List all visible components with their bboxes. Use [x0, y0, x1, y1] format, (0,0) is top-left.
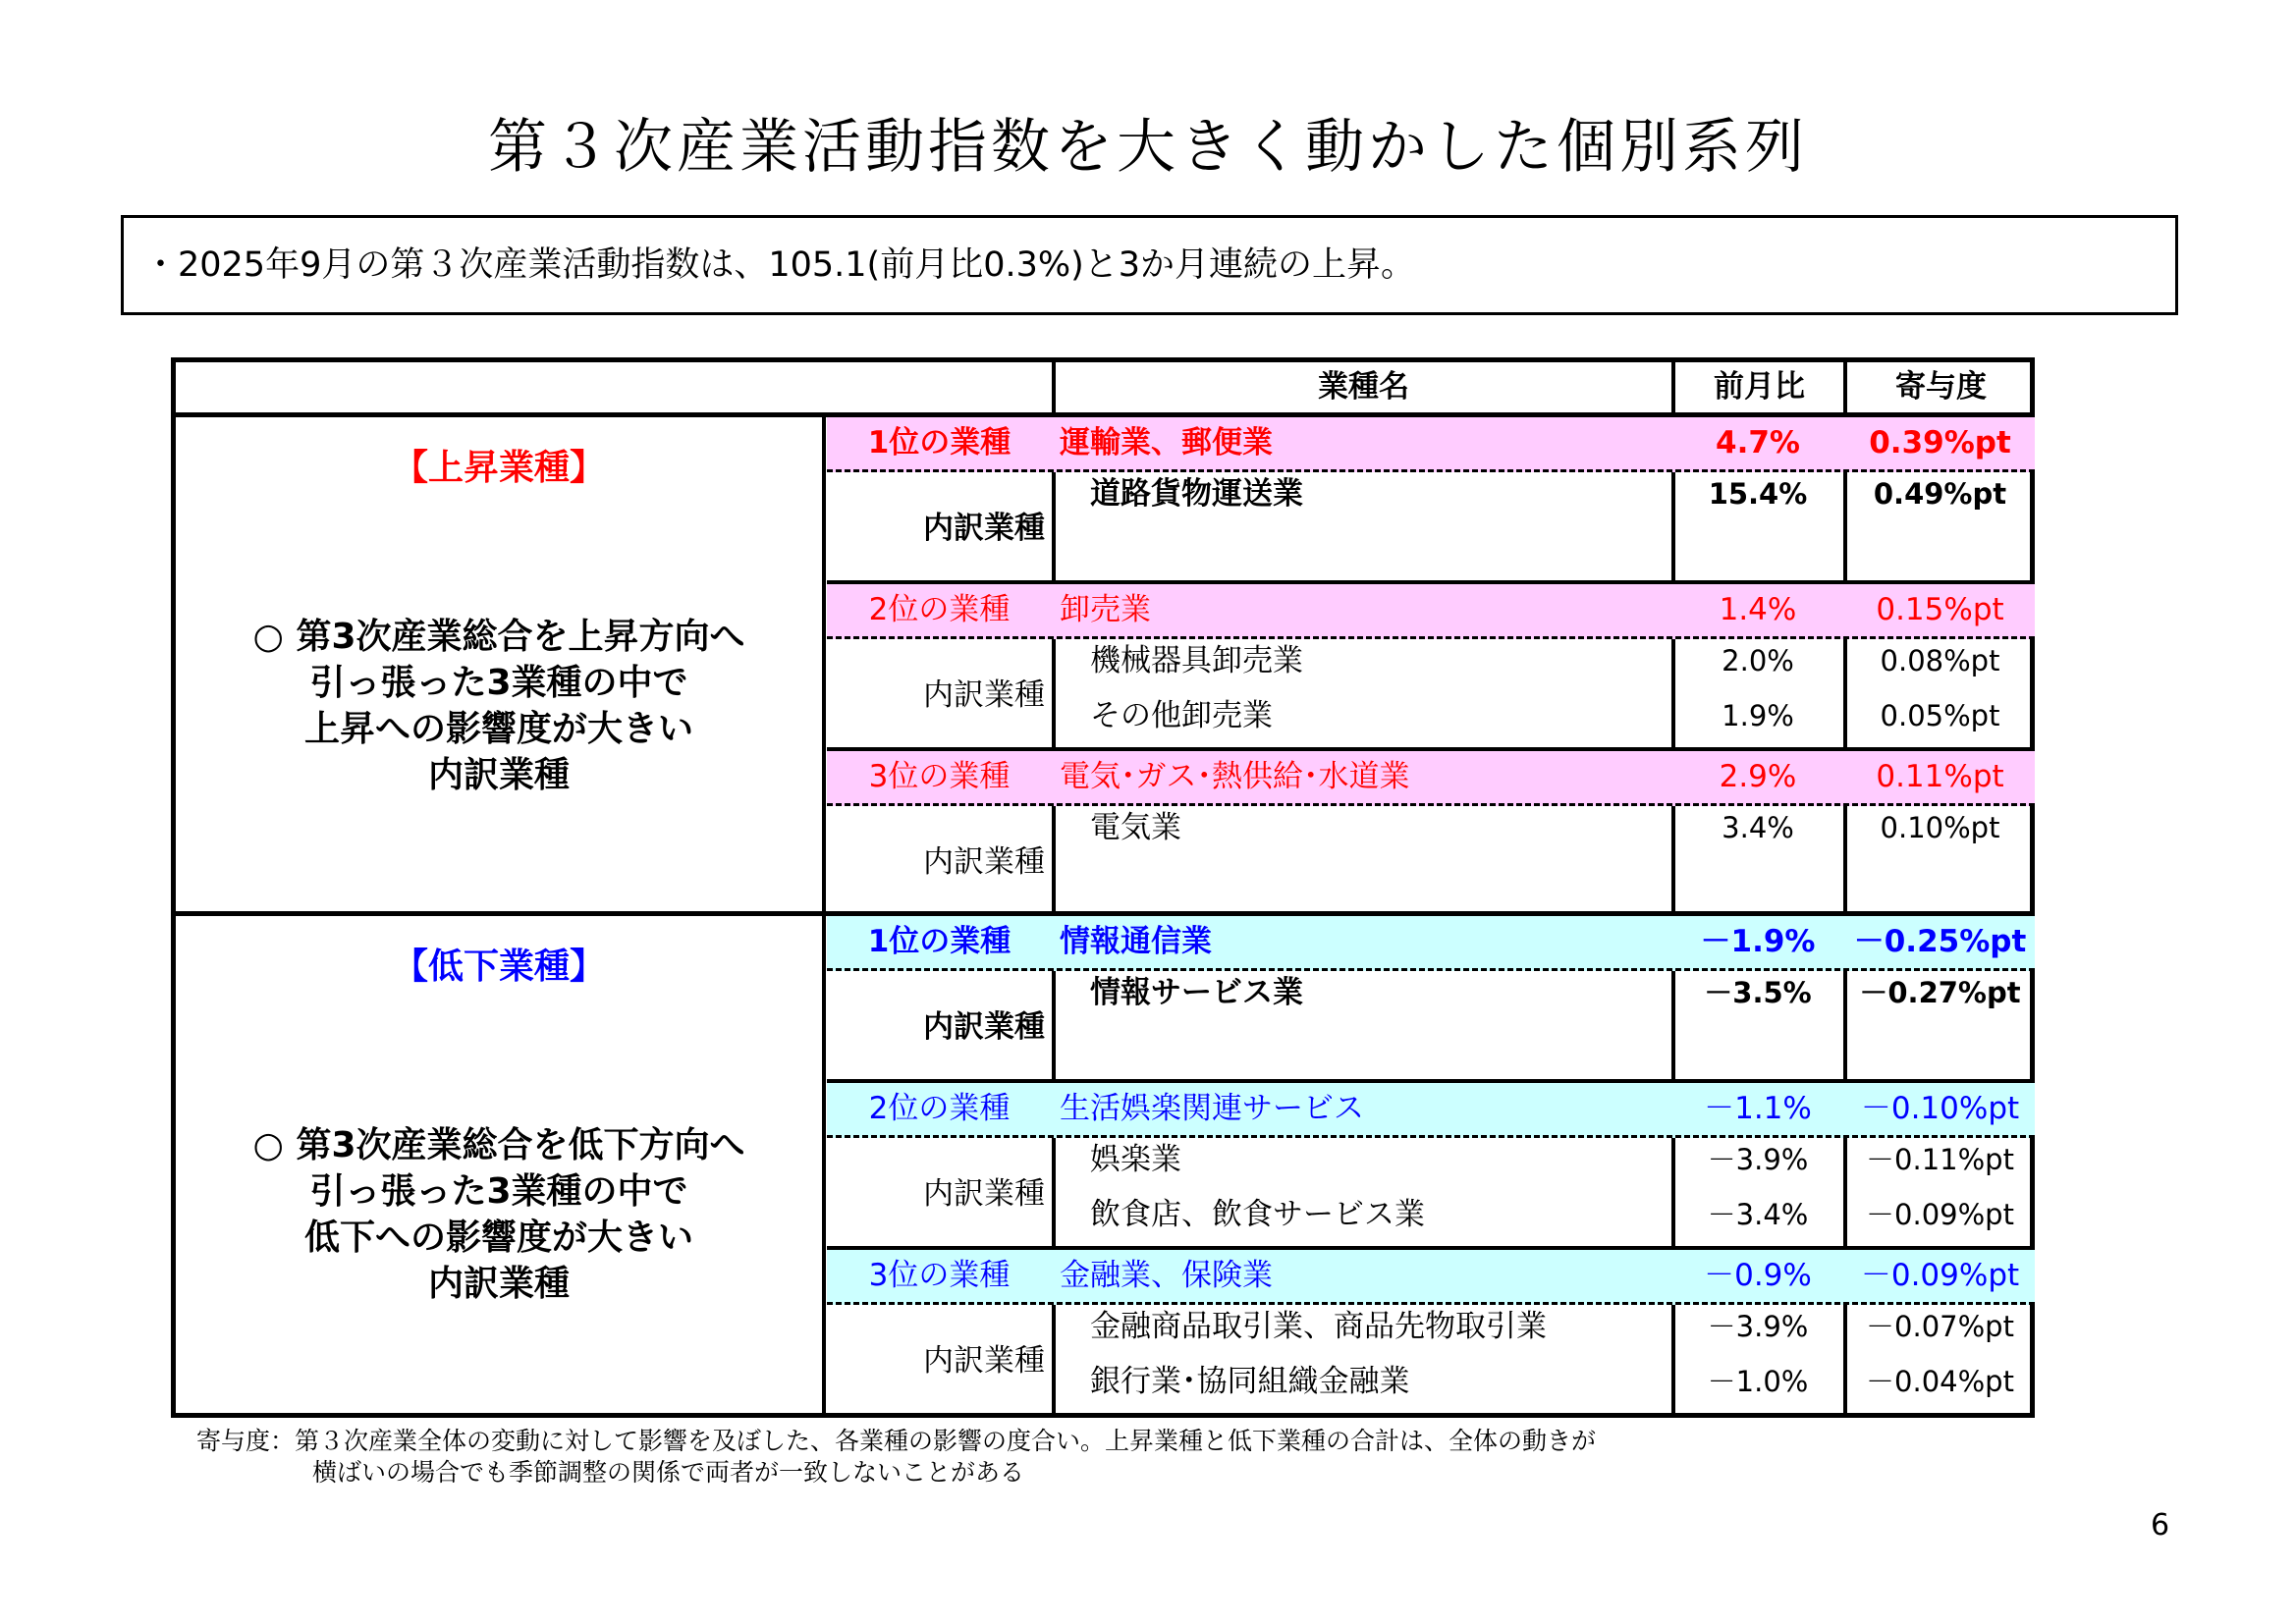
breakdown-name: 電気業 [1090, 810, 1181, 845]
page-title: 第３次産業活動指数を大きく動かした個別系列 [488, 113, 1808, 182]
rise-desc-line: 内訳業種 [427, 755, 570, 795]
fall-rank-1-block [827, 916, 2035, 1083]
breakdown-name: 娯楽業 [1090, 1142, 1181, 1177]
industry-name: 卸売業 [1060, 592, 1151, 627]
breakdown-mom: －1.0% [1707, 1365, 1809, 1398]
breakdown-contribution: －0.11%pt [1866, 1143, 2014, 1176]
rise-label: 【上昇業種】 [392, 448, 605, 488]
rise-section [176, 417, 2030, 916]
industry-name: 運輸業、郵便業 [1060, 425, 1273, 460]
breakdown-contribution: －0.04%pt [1866, 1365, 2014, 1398]
fall-desc-line: 引っ張った3業種の中で [309, 1171, 688, 1212]
breakdown-name: 道路貨物運送業 [1090, 476, 1303, 512]
rise-rank-1-block [827, 417, 2035, 584]
contribution-value: －0.25%pt [1853, 924, 2027, 959]
breakdown-label: 内訳業種 [923, 844, 1045, 880]
rise-rank-2-block [827, 584, 2035, 751]
breakdown-contribution: －0.07%pt [1866, 1310, 2014, 1343]
header-blank [176, 362, 822, 412]
contribution-table [171, 357, 2035, 1418]
breakdown-row [827, 808, 2035, 847]
breakdown-row [827, 1307, 2035, 1346]
breakdown-name: 銀行業･協同組織金融業 [1090, 1364, 1410, 1399]
rank-row [827, 417, 2035, 472]
breakdown-row [827, 474, 2035, 514]
rank-row [827, 1083, 2035, 1138]
breakdown-name: 金融商品取引業、商品先物取引業 [1090, 1309, 1547, 1344]
breakdown-label: 内訳業種 [923, 511, 1045, 546]
breakdown [827, 639, 2035, 751]
rise-description [176, 614, 822, 798]
summary-text: ・2025年9月の第３次産業活動指数は、105.1(前月比0.3%)と3か月連続の上昇。 [143, 245, 1416, 285]
breakdown-contribution: －0.27%pt [1859, 976, 2021, 1009]
rise-panel [176, 417, 822, 911]
rank-label: 2位の業種 [868, 1091, 1011, 1126]
header-contribution: 寄与度 [1895, 369, 1987, 405]
rise-rank-3-block [827, 751, 2035, 918]
mom-value: －1.9% [1700, 924, 1816, 959]
rank-label: 1位の業種 [867, 924, 1011, 959]
contribution-value: 0.39%pt [1869, 425, 2011, 460]
contribution-value: －0.10%pt [1860, 1091, 2020, 1126]
breakdown-contribution: 0.49%pt [1873, 477, 2007, 511]
fall-section [176, 916, 2030, 1413]
breakdown-row [827, 1195, 2035, 1234]
contribution-value: 0.15%pt [1876, 592, 2004, 627]
contribution-value: 0.11%pt [1876, 759, 2004, 794]
mom-value: 1.4% [1719, 592, 1797, 627]
mom-value: 4.7% [1716, 425, 1800, 460]
rise-desc-line: 上昇への影響度が大きい [303, 709, 693, 749]
breakdown-mom: 15.4% [1708, 477, 1808, 511]
breakdown-label: 内訳業種 [923, 1176, 1045, 1212]
breakdown-mom: 3.4% [1722, 811, 1794, 844]
breakdown-name: 機械器具卸売業 [1090, 643, 1303, 678]
rank-label: 2位の業種 [868, 592, 1011, 627]
breakdown-row [827, 1362, 2035, 1401]
breakdown-label: 内訳業種 [923, 1343, 1045, 1379]
breakdown-contribution: 0.10%pt [1880, 811, 2000, 844]
rank-row [827, 751, 2035, 806]
header-mom: 前月比 [1714, 369, 1805, 405]
fall-desc-line: 低下への影響度が大きい [303, 1218, 693, 1258]
rank-label: 3位の業種 [868, 1258, 1011, 1293]
rank-label: 3位の業種 [868, 759, 1011, 794]
fall-label: 【低下業種】 [392, 947, 605, 987]
breakdown-name: 情報サービス業 [1090, 975, 1303, 1010]
mom-value: －1.1% [1704, 1091, 1812, 1126]
fall-desc-line: ○ 第3次産業総合を低下方向へ [252, 1125, 745, 1165]
breakdown-label: 内訳業種 [923, 1009, 1045, 1045]
rise-desc-line: 引っ張った3業種の中で [309, 663, 688, 703]
fall-panel [176, 916, 822, 1413]
breakdown [827, 971, 2035, 1083]
breakdown-mom: －3.9% [1707, 1143, 1809, 1176]
breakdown-contribution: 0.08%pt [1880, 644, 2000, 677]
header-industry-name: 業種名 [1318, 369, 1409, 405]
footnote-line-2: 横ばいの場合でも季節調整の関係で両者が一致しないことがある [312, 1458, 1025, 1487]
breakdown [827, 1305, 2035, 1417]
industry-name: 生活娯楽関連サービス [1060, 1091, 1364, 1126]
footnote-line-1: 寄与度：第３次産業全体の変動に対して影響を及ぼした、各業種の影響の度合い。上昇業種と低下業種の合計は、全体の動きが [196, 1427, 1597, 1455]
fall-rank-3-block [827, 1250, 2035, 1417]
breakdown-row [827, 1140, 2035, 1179]
mom-value: －0.9% [1704, 1258, 1812, 1293]
breakdown-row [827, 696, 2035, 735]
breakdown [827, 1138, 2035, 1250]
breakdown-mom: 1.9% [1722, 699, 1794, 732]
breakdown-row [827, 973, 2035, 1012]
breakdown-mom: －3.9% [1707, 1310, 1809, 1343]
rank-row [827, 584, 2035, 639]
rank-row [827, 1250, 2035, 1305]
summary-box [121, 215, 2178, 315]
footnote [196, 1426, 1596, 1489]
breakdown-mom: －3.5% [1704, 976, 1812, 1009]
contribution-value: －0.09%pt [1860, 1258, 2020, 1293]
breakdown-contribution: 0.05%pt [1880, 699, 2000, 732]
rank-label: 1位の業種 [867, 425, 1011, 460]
rise-desc-line: ○ 第3次産業総合を上昇方向へ [252, 617, 745, 657]
header-rank [827, 362, 1052, 412]
breakdown-row [827, 641, 2035, 680]
breakdown-name: 飲食店、飲食サービス業 [1090, 1197, 1425, 1232]
table-header-row [176, 362, 2030, 417]
breakdown [827, 472, 2035, 584]
breakdown-contribution: －0.09%pt [1866, 1198, 2014, 1231]
breakdown [827, 806, 2035, 918]
industry-name: 電気･ガス･熱供給･水道業 [1060, 759, 1410, 794]
page-number: 6 [2151, 1508, 2170, 1543]
breakdown-label: 内訳業種 [923, 677, 1045, 713]
mom-value: 2.9% [1719, 759, 1797, 794]
industry-name: 金融業、保険業 [1060, 1258, 1273, 1293]
breakdown-mom: －3.4% [1707, 1198, 1809, 1231]
industry-name: 情報通信業 [1060, 924, 1212, 959]
rank-row [827, 916, 2035, 971]
fall-desc-line: 内訳業種 [427, 1264, 570, 1304]
breakdown-mom: 2.0% [1722, 644, 1794, 677]
fall-description [176, 1122, 822, 1307]
breakdown-name: その他卸売業 [1090, 698, 1273, 733]
fall-rank-2-block [827, 1083, 2035, 1250]
